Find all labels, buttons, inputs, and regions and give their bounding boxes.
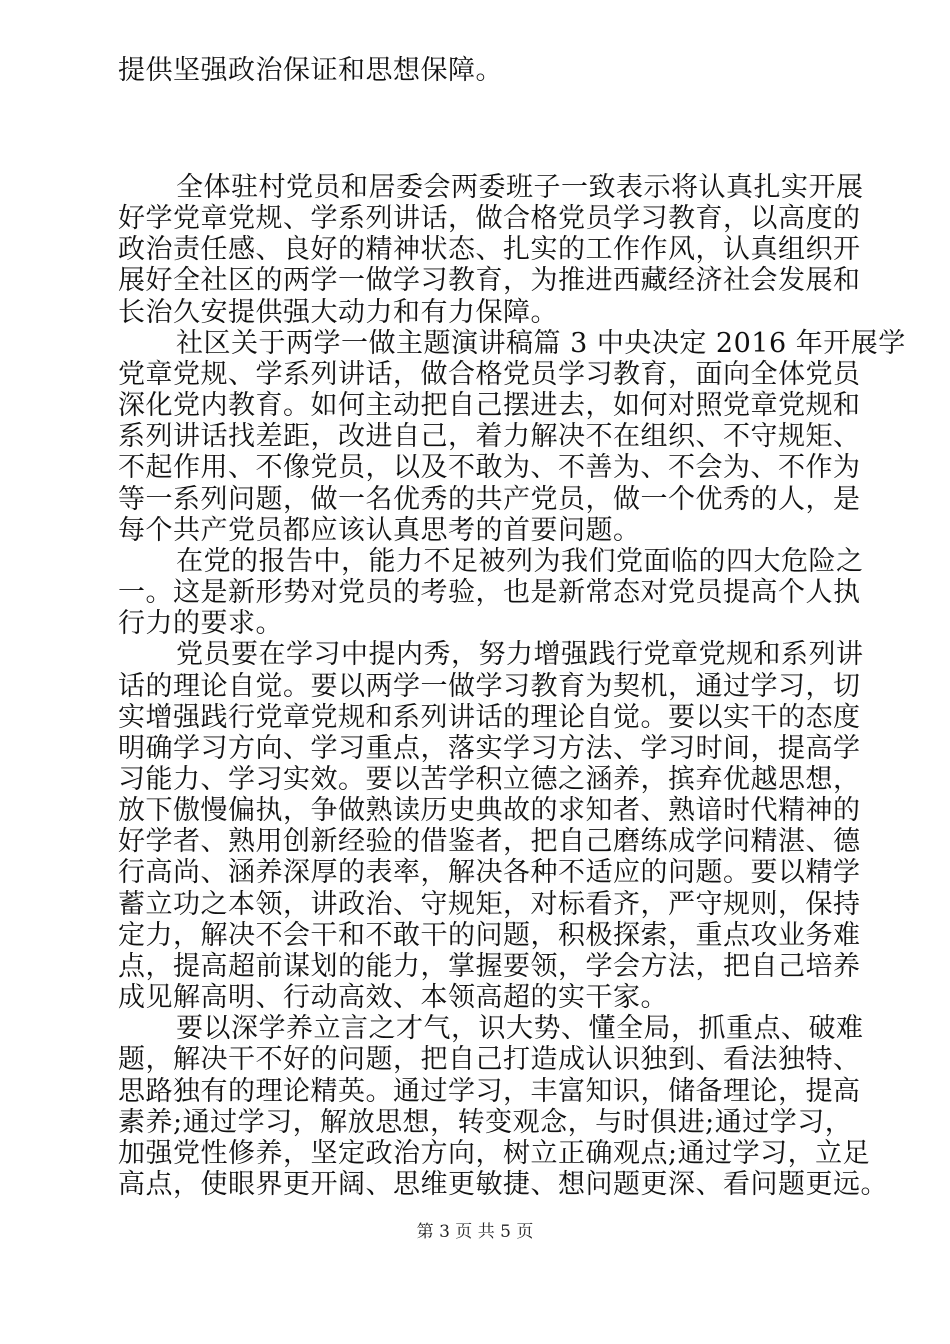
text-line: 一。这是新形势对党员的考验，也是新常态对党员提高个人执 [118, 577, 861, 608]
text-line: 成见解高明、行动高效、本领高超的实干家。 [118, 982, 668, 1013]
text-line: 点，提高超前谋划的能力，掌握要领，学会方法，把自己培养 [118, 951, 861, 982]
text-line: 行高尚、涵养深厚的表率，解决各种不适应的问题。要以精学 [118, 857, 861, 888]
text-line: 党员要在学习中提内秀，努力增强践行党章党规和系列讲 [176, 639, 864, 670]
text-line: 展好全社区的两学一做学习教育，为推进西藏经济社会发展和 [118, 265, 861, 296]
text-line: 在党的报告中，能力不足被列为我们党面临的四大危险之 [176, 546, 864, 577]
text-line: 要以深学养立言之才气，识大势、懂全局，抓重点、破难 [176, 1013, 864, 1044]
text-line: 好学者、熟用创新经验的借鉴者，把自己磨练成学问精湛、德 [118, 826, 861, 857]
text-line: 长治久安提供强大动力和有力保障。 [118, 297, 558, 328]
text-line: 每个共产党员都应该认真思考的首要问题。 [118, 515, 641, 546]
text-line: 提供坚强政治保证和思想保障。 [118, 55, 503, 86]
text-line: 实增强践行党章党规和系列讲话的理论自觉。要以实干的态度 [118, 702, 861, 733]
text-line: 党章党规、学系列讲话，做合格党员学习教育，面向全体党员 [118, 359, 861, 390]
text-line: 全体驻村党员和居委会两委班子一致表示将认真扎实开展 [176, 172, 864, 203]
page-number: 第 3 页 [416, 1222, 473, 1242]
text-line: 系列讲话找差距，改进自己，着力解决不在组织、不守规矩、 [118, 421, 861, 452]
text-line: 放下傲慢偏执，争做熟读历史典故的求知者、熟谙时代精神的 [118, 795, 861, 826]
text-line: 行力的要求。 [118, 608, 283, 639]
text-line: 习能力、学习实效。要以苦学积立德之涵养，摈弃优越思想， [118, 764, 861, 795]
text-line: 加强党性修养，坚定政治方向，树立正确观点;通过学习，立足 [118, 1138, 871, 1169]
text-line: 社区关于两学一做主题演讲稿篇 3 中央决定 2016 年开展学 [176, 328, 906, 359]
text-line: 政治责任感、良好的精神状态、扎实的工作作风，认真组织开 [118, 234, 861, 265]
page-total: 共 5 页 [477, 1222, 534, 1242]
text-line: 等一系列问题，做一名优秀的共产党员，做一个优秀的人，是 [118, 484, 861, 515]
text-line: 明确学习方向、学习重点，落实学习方法、学习时间，提高学 [118, 733, 861, 764]
text-line: 定力，解决不会干和不敢干的问题，积极探索，重点攻业务难 [118, 920, 861, 951]
text-line: 蓄立功之本领，讲政治、守规矩，对标看齐，严守规则，保持 [118, 889, 861, 920]
text-line: 好学党章党规、学系列讲话，做合格党员学习教育，以高度的 [118, 203, 861, 234]
text-line: 题，解决干不好的问题，把自己打造成认识独到、看法独特、 [118, 1044, 861, 1075]
text-line: 深化党内教育。如何主动把自己摆进去，如何对照党章党规和 [118, 390, 861, 421]
text-line: 思路独有的理论精英。通过学习，丰富知识，储备理论，提高 [118, 1076, 861, 1107]
page-footer [0, 1221, 950, 1243]
text-line: 不起作用、不像党员，以及不敢为、不善为、不会为、不作为 [118, 452, 861, 483]
text-line: 高点，使眼界更开阔、思维更敏捷、想问题更深、看问题更远。 [118, 1169, 888, 1200]
text-line: 素养;通过学习，解放思想，转变观念，与时俱进;通过学习， [118, 1107, 853, 1138]
text-line: 话的理论自觉。要以两学一做学习教育为契机，通过学习，切 [118, 671, 861, 702]
